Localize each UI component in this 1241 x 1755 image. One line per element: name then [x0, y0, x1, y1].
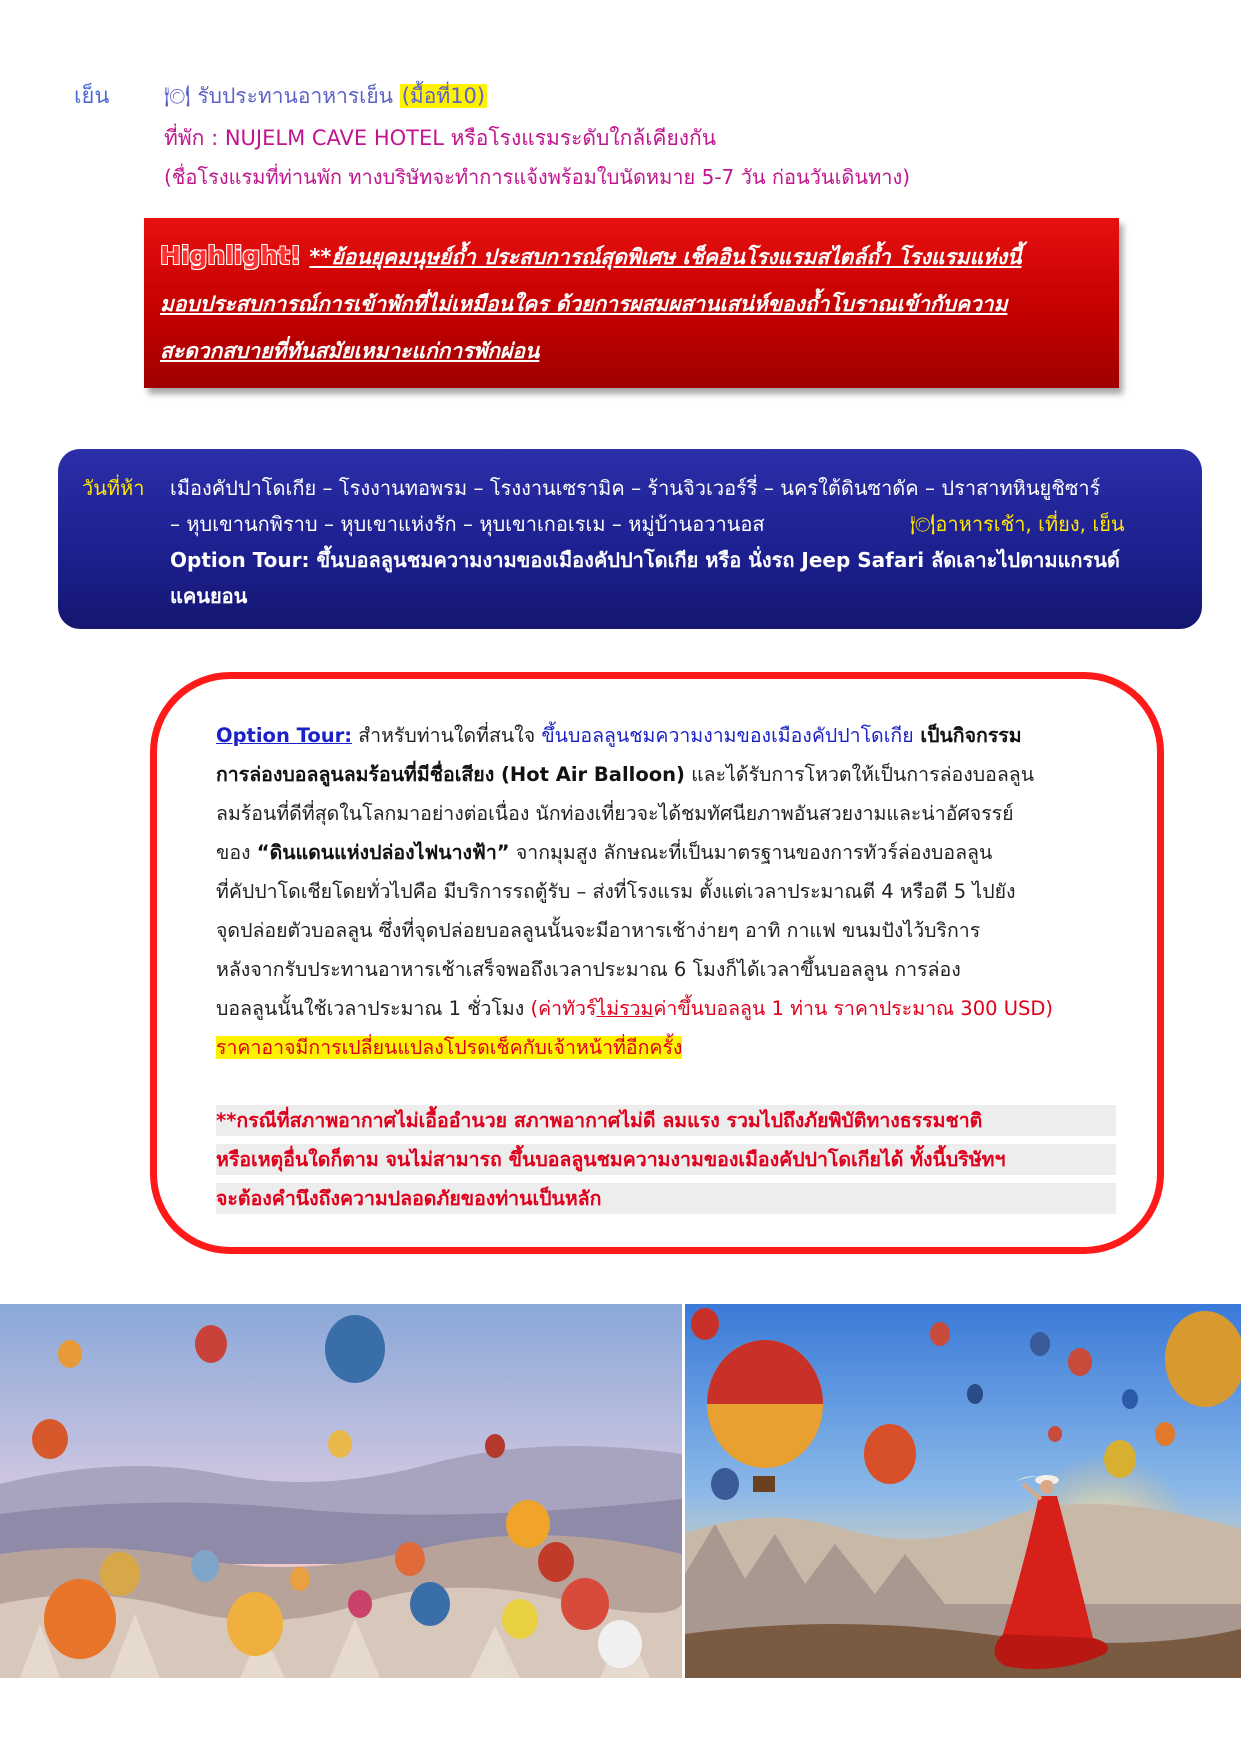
weather-warning-line-1: **กรณีที่สภาพอากาศไม่เอื้ออำนวย สภาพอากาศไม่ดี ลมแรง รวมไปถึงภัยพิบัติทางธรรมชาติ [216, 1105, 1116, 1136]
day-itinerary-line-2: – หุบเขานกพิราบ – หุบเขาแห่งรัก – หุบเขาเกอเรเม – หมู่บ้านอวานอส [170, 512, 765, 536]
dinner-line [164, 80, 487, 113]
option-line-1 [216, 720, 1022, 751]
price-note: (ค่าทัวร์ [530, 997, 597, 1020]
option-text: บอลลูนนั้นใช้เวลาประมาณ 1 ชั่วโมง [216, 997, 531, 1020]
day-label: วันที่ห้า [82, 476, 145, 500]
option-text: จากมุมสูง ลักษณะที่เป็นมาตรฐานของการทัวร์ล่องบอลลูน [509, 841, 993, 864]
woman-balloons-photo [685, 1304, 1241, 1678]
option-line-3: ลมร้อนที่ดีที่สุดในโลกมาอย่างต่อเนื่อง นักท่องเที่ยวจะได้ชมทัศนียภาพอันสวยงามและน่าอัศจรรย์ [216, 802, 1014, 825]
option-line-8 [216, 993, 1053, 1024]
option-text-blue: ขึ้นบอลลูนชมความงามของเมืองคัปปาโดเกีย [541, 724, 914, 747]
option-text: สำหรับท่านใดที่สนใจ [352, 724, 542, 747]
highlight-box [144, 218, 1119, 388]
option-line-5: ที่คัปปาโดเชียโดยทั่วไปคือ มีบริการรถตู้รับ – ส่งที่โรงแรม ตั้งแต่เวลาประมาณตี 4 หรือตี 5 ไปยัง [216, 880, 1016, 903]
option-line-4 [216, 837, 992, 868]
option-text-bold: “ดินแดนแห่งปล่องไฟนางฟ้า” [256, 841, 510, 864]
balloon-valley-photo [0, 1304, 682, 1678]
option-line-2 [216, 759, 1034, 790]
highlight-text-2: มอบประสบการณ์การเข้าพักที่ไม่เหมือนใคร ด้วยการผสมผสานเสน่ห์ของถ้ำโบราณเข้ากับความ [160, 292, 1008, 316]
dinner-icon: 🍽 [164, 84, 191, 108]
hotel-note: (ชื่อโรงแรมที่ท่านพัก ทางบริษัทจะทำการแจ้งพร้อมใบนัดหมาย 5-7 วัน ก่อนวันเดินทาง) [164, 165, 911, 189]
option-text-bold: การล่องบอลลูนลมร้อนที่มีชื่อเสียง (Hot Air Balloon) [216, 763, 685, 786]
option-line-9 [216, 1032, 682, 1063]
option-text: ของ [216, 841, 257, 864]
option-text-bold: เป็นกิจกรรม [913, 724, 1022, 747]
price-note: ค่าขึ้นบอลลูน 1 ท่าน ราคาประมาณ 300 USD) [653, 997, 1053, 1020]
weather-warning-line-3: จะต้องคำนึงถึงความปลอดภัยของท่านเป็นหลัก [216, 1183, 1116, 1214]
day-option-line: Option Tour: ขึ้นบอลลูนชมความงามของเมืองคัปปาโดเกีย หรือ นั่งรถ Jeep Safari ลัดเลาะไปตามแกรนด์ [170, 548, 1120, 572]
hotel-line: ที่พัก : NUJELM CAVE HOTEL หรือโรงแรมระดับใกล้เคียงกัน [164, 126, 717, 150]
dinner-text: รับประทานอาหารเย็น [197, 84, 394, 108]
option-text: และได้รับการโหวตให้เป็นการล่องบอลลูน [684, 763, 1035, 786]
option-tour-title: Option Tour: [216, 724, 353, 747]
day-itinerary-line-1: เมืองคัปปาโดเกีย – โรงงานทอพรม – โรงงานเซรามิค – ร้านจิวเวอร์รี่ – นครใต้ดินซาดัค – ปราสาทหินยูชิซาร์ [170, 476, 1101, 500]
highlight-text-3: สะดวกสบายที่ทันสมัยเหมาะแก่การพักผ่อน [160, 339, 540, 363]
price-change-warning: ราคาอาจมีการเปลี่ยนแปลงโปรดเช็คกับเจ้าหน้าที่อีกครั้ง [216, 1036, 683, 1059]
dinner-label: เย็น [74, 84, 110, 109]
day-option-line-2: แคนยอน [170, 584, 248, 608]
highlight-tag: Highlight! [160, 241, 302, 270]
price-note-excluded: ไม่รวม [596, 997, 654, 1020]
weather-warning-line-2: หรือเหตุอื่นใดก็ตาม จนไม่สามารถ ขึ้นบอลลูนชมความงามของเมืองคัปปาโดเกียได้ ทั้งนี้บริษัทฯ [216, 1144, 1116, 1175]
meal-number-badge: (มื้อที่10) [401, 84, 486, 108]
day-meals: 🍽อาหารเช้า, เที่ยง, เย็น [910, 512, 1125, 536]
highlight-line-1 [160, 232, 1103, 281]
highlight-text-1: **ย้อนยุคมนุษย์ถ้ำ ประสบการณ์สุดพิเศษ เช็คอินโรงแรมสไตล์ถ้ำ โรงแรมแห่งนี้ [309, 245, 1022, 269]
option-line-6: จุดปล่อยตัวบอลลูน ซึ่งที่จุดปล่อยบอลลูนนั้นจะมีอาหารเช้าง่ายๆ อาทิ กาแฟ ขนมปังไว้บริการ [216, 919, 981, 942]
option-line-7: หลังจากรับประทานอาหารเช้าเสร็จพอถึงเวลาประมาณ 6 โมงก็ได้เวลาขึ้นบอลลูน การล่อง [216, 958, 961, 981]
